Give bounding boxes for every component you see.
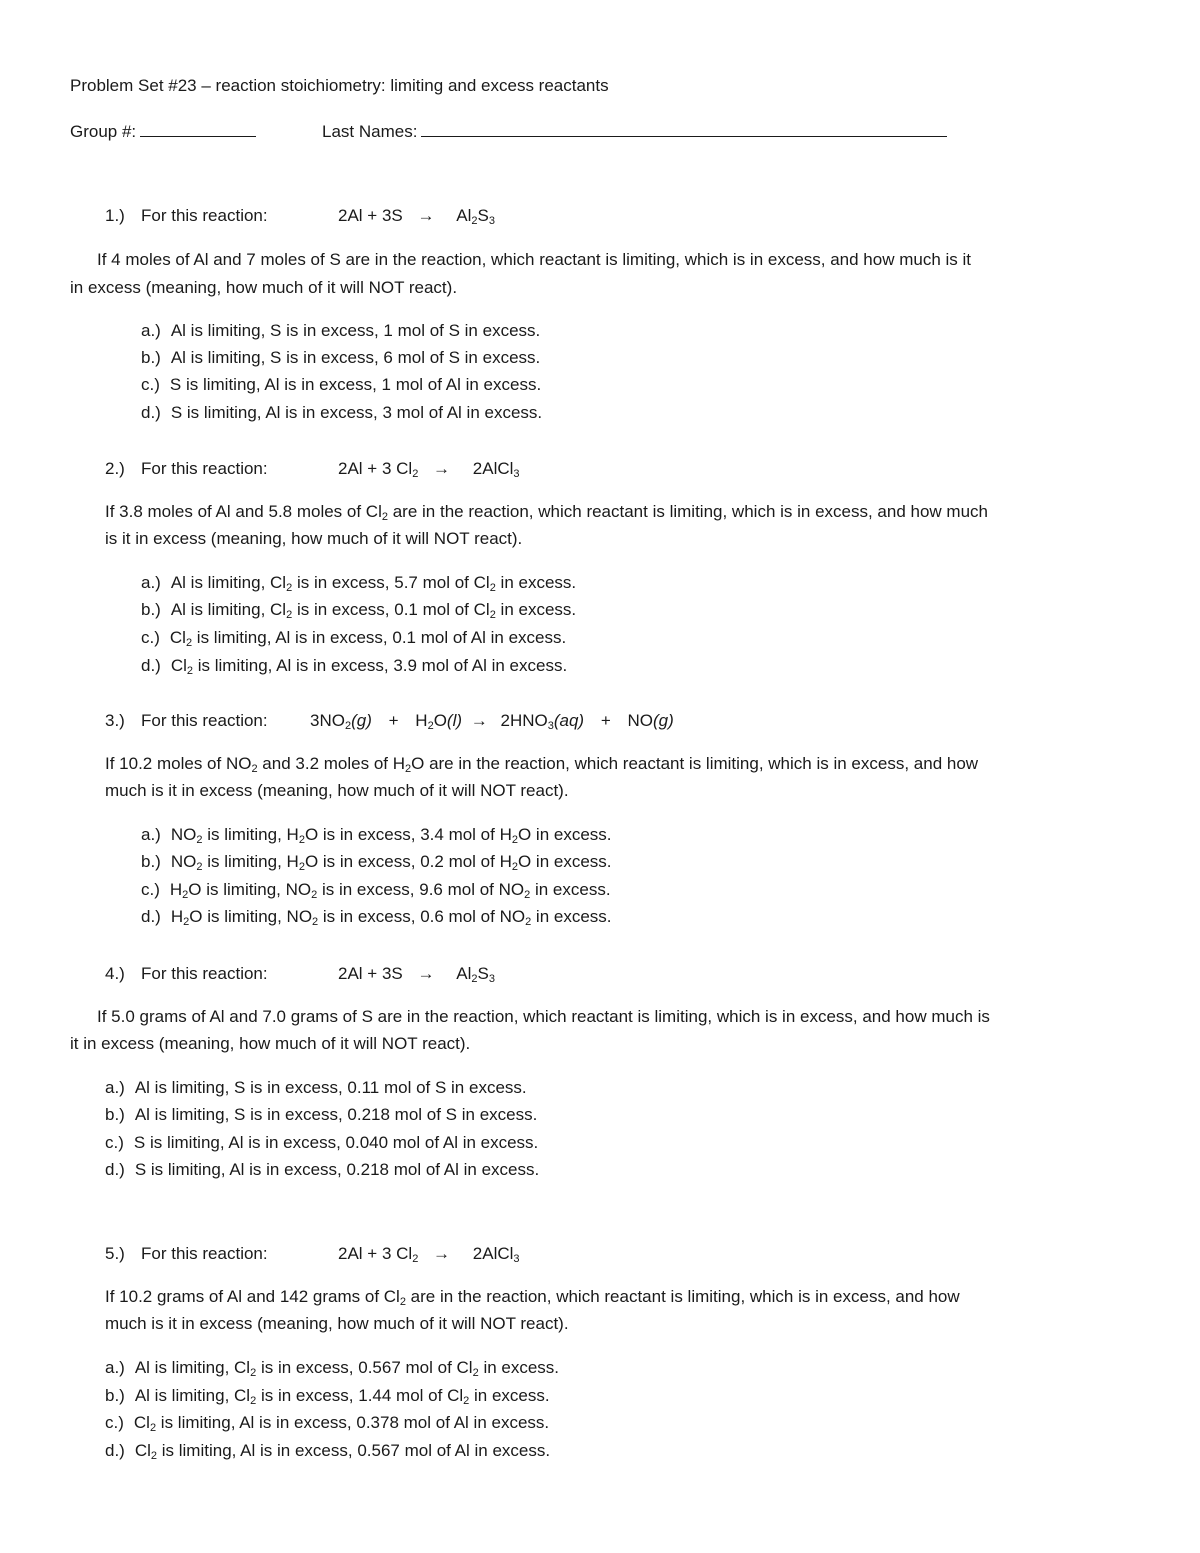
arrow-icon: → [433, 459, 451, 478]
choice-a[interactable]: a.) $NO_2$ is limiting, $H_2O$ is in excess, 3.4 mol of $H_2O$ in excess. [141, 825, 612, 846]
choice-c[interactable]: c.) $Cl_2$ is limiting, Al is in excess, 0.378 mol of Al in excess. [105, 1413, 550, 1434]
choice-c[interactable]: c.) S is limiting, Al is in excess, 1 mol of Al in excess. [141, 375, 542, 394]
choice-a[interactable]: a.) Al is limiting, S is in excess, 1 mol of S in excess. [141, 321, 541, 340]
choice-d[interactable]: d.) S is limiting, Al is in excess, 3 mol of Al in excess. [141, 403, 543, 422]
question-line-1: If 4 moles of Al and 7 moles of S are in the reaction, which reactant is limiting, which is in excess, and how much is it [97, 250, 972, 269]
last-names-label: Last Names: [322, 122, 418, 141]
last-names-blank[interactable] [421, 118, 947, 137]
reaction-equation: $3NO_2(g) + H_2O(l) \to 2HNO_3(aq) + NO(g)$ [310, 711, 674, 732]
choice-c[interactable]: c.) $H_2O$ is limiting, $NO_2$ is in excess, 9.6 mol of $NO_2$ in excess. [141, 880, 611, 901]
problem-lead: For this reaction: [141, 1244, 268, 1263]
choice-b[interactable]: b.) $NO_2$ is limiting, $H_2O$ is in excess, 0.2 mol of $H_2O$ in excess. [141, 852, 612, 873]
choice-d[interactable]: d.) $Cl_2$ is limiting, Al is in excess, 0.567 mol of Al in excess. [105, 1441, 551, 1462]
question-line-1: If 10.2 moles of $NO_2$ and 3.2 moles of $H_2O$ are in the reaction, which reactant is limiting, which is in excess, and how [105, 754, 979, 775]
problem-lead: For this reaction: [141, 459, 268, 478]
problem-number: 4.) [105, 964, 125, 983]
reaction-equation: $2Al + 3S \to Al_2S_3$ [338, 206, 495, 227]
page-title: Problem Set #23 – reaction stoichiometry: limiting and excess reactants [70, 76, 609, 95]
problem-number: 5.) [105, 1244, 125, 1263]
choice-d[interactable]: d.) $Cl_2$ is limiting, Al is in excess, 3.9 mol of Al in excess. [141, 656, 568, 677]
arrow-icon: → [433, 1244, 451, 1263]
question-line-2: is it in excess (meaning, how much of it will NOT react). [105, 529, 523, 548]
problem-lead: For this reaction: [141, 964, 268, 983]
choice-d[interactable]: d.) $H_2O$ is limiting, $NO_2$ is in excess, 0.6 mol of $NO_2$ in excess. [141, 907, 612, 928]
question-line-1: If 10.2 grams of Al and 142 grams of $Cl_2$ are in the reaction, which reactant is limiting, which is in excess, and how [105, 1287, 960, 1308]
reaction-equation: 2Al + 3 $Cl_2$ → 2AlCl$_3$ [338, 1244, 520, 1265]
choice-a[interactable]: a.) Al is limiting, $Cl_2$ is in excess, 0.567 mol of $Cl_2$ in excess. [105, 1358, 560, 1379]
choice-a[interactable]: a.) Al is limiting, S is in excess, 0.11 mol of S in excess. [105, 1078, 527, 1097]
problem-number: 3.) [105, 711, 125, 730]
problem-number: 1.) [105, 206, 125, 225]
arrow-icon: → [417, 206, 435, 225]
question-line-2: in excess (meaning, how much of it will NOT react). [70, 278, 458, 297]
group-blank[interactable] [140, 118, 256, 137]
choice-c[interactable]: c.) S is limiting, Al is in excess, 0.040 mol of Al in excess. [105, 1133, 539, 1152]
problem-lead: For this reaction: [141, 711, 268, 730]
choice-b[interactable]: b.) Al is limiting, S is in excess, 6 mol of S in excess. [141, 348, 541, 367]
choice-b[interactable]: b.) Al is limiting, S is in excess, 0.218 mol of S in excess. [105, 1105, 538, 1124]
choice-a[interactable]: a.) Al is limiting, $Cl_2$ is in excess, 5.7 mol of $Cl_2$ in excess. [141, 573, 577, 594]
choice-b[interactable]: b.) Al is limiting, $Cl_2$ is in excess, 1.44 mol of $Cl_2$ in excess. [105, 1386, 550, 1407]
problem-lead: For this reaction: [141, 206, 268, 225]
last-names-field[interactable] [322, 118, 947, 143]
group-label: Group #: [70, 122, 137, 141]
group-field[interactable] [70, 118, 256, 143]
reaction-equation: 2Al + 3 $Cl_2$ → 2AlCl$_3$ [338, 459, 520, 480]
choice-b[interactable]: b.) Al is limiting, $Cl_2$ is in excess, 0.1 mol of $Cl_2$ in excess. [141, 600, 577, 621]
choice-c[interactable]: c.) $Cl_2$ is limiting, Al is in excess, 0.1 mol of Al in excess. [141, 628, 567, 649]
reaction-equation: $2Al + 3S \to Al_2S_3$ [338, 964, 495, 985]
question-line-1: If 3.8 moles of Al and 5.8 moles of $Cl_2$ are in the reaction, which reactant is limiting, which is in excess, and how much [105, 502, 988, 523]
question-line-2: much is it in excess (meaning, how much of it will NOT react). [105, 1314, 569, 1333]
question-line-2: it in excess (meaning, how much of it will NOT react). [70, 1034, 471, 1053]
choice-d[interactable]: d.) S is limiting, Al is in excess, 0.218 mol of Al in excess. [105, 1160, 540, 1179]
arrow-icon: → [470, 711, 488, 730]
problem-number: 2.) [105, 459, 125, 478]
question-line-1: If 5.0 grams of Al and 7.0 grams of S are in the reaction, which reactant is limiting, which is in excess, and how much is [97, 1007, 990, 1026]
arrow-icon: → [417, 964, 435, 983]
question-line-2: much is it in excess (meaning, how much of it will NOT react). [105, 781, 569, 800]
